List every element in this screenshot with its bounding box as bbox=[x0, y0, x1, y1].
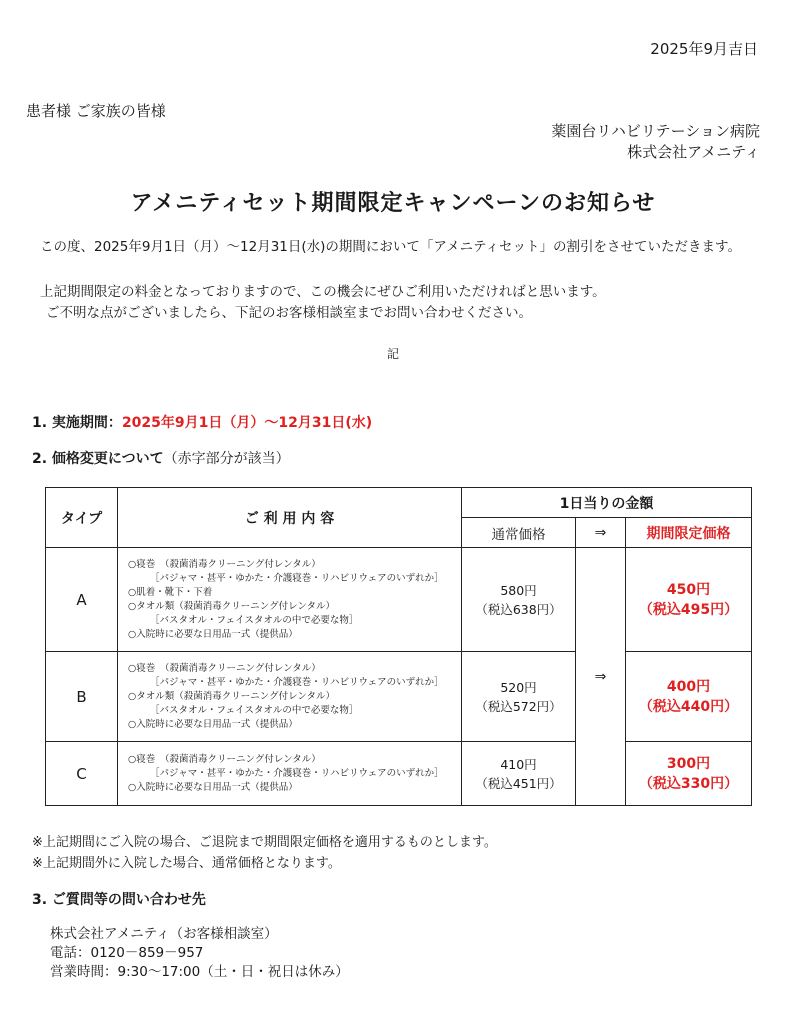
notes bbox=[32, 832, 497, 874]
section-price-note: （赤字部分が該当） bbox=[163, 451, 290, 467]
regular-price: 580円 bbox=[500, 582, 537, 598]
price-arrow: ⇒ bbox=[576, 548, 626, 806]
sale-price-tax: （税込330円） bbox=[638, 775, 739, 792]
body-paragraph-1: 上記期間限定の料金となっておりますので、この機会にぜひご利用いただければと思います。 bbox=[40, 284, 606, 300]
row-content bbox=[118, 652, 462, 742]
table-row bbox=[46, 548, 752, 652]
regular-price: 520円 bbox=[500, 679, 537, 695]
row-type: B bbox=[46, 652, 118, 742]
sale-price: 400円 bbox=[666, 678, 711, 695]
content-line: ○入院時に必要な日用品一式（提供品） bbox=[128, 718, 298, 730]
table-row bbox=[46, 742, 752, 806]
contact-company: 株式会社アメニティ（お客様相談室） bbox=[50, 926, 278, 942]
content-line: ○タオル類（殺菌消毒クリーニング付レンタル） bbox=[128, 690, 335, 702]
row-content bbox=[118, 742, 462, 806]
row-regular-price bbox=[462, 652, 576, 742]
document-date: 2025年9月吉日 bbox=[650, 40, 758, 58]
content-line: ○寝巻 （殺菌消毒クリーニング付レンタル） bbox=[128, 558, 321, 570]
content-line: ［バスタオル・フェイスタオルの中で必要な物］ bbox=[150, 704, 359, 716]
content-line: ［パジャマ・甚平・ゆかた・介護寝巻・リハビリウェアのいずれか］ bbox=[150, 676, 444, 688]
row-sale-price bbox=[626, 548, 752, 652]
header-daily-amount: 1日当りの金額 bbox=[462, 488, 752, 518]
row-sale-price bbox=[626, 742, 752, 806]
content-line: ○肌着・靴下・下着 bbox=[128, 586, 213, 598]
sale-price-tax: （税込495円） bbox=[638, 601, 739, 618]
content-line: ［パジャマ・甚平・ゆかた・介護寝巻・リハビリウェアのいずれか］ bbox=[150, 572, 444, 584]
document-title: アメニティセット期間限定キャンペーンのお知らせ bbox=[130, 191, 656, 216]
content-line: ○寝巻 （殺菌消毒クリーニング付レンタル） bbox=[128, 662, 321, 674]
section-period-label: 1. 実施期間： bbox=[32, 415, 122, 431]
body-paragraph-2: ご不明な点がございましたら、下記のお客様相談室までお問い合わせください。 bbox=[46, 305, 532, 321]
regular-price-tax: （税込572円） bbox=[475, 698, 562, 714]
header-regular-price: 通常価格 bbox=[462, 518, 576, 548]
row-type: C bbox=[46, 742, 118, 806]
note-1: ※上記期間にご入院の場合、ご退院まで期間限定価格を適用するものとします。 bbox=[32, 835, 497, 850]
intro-paragraph: この度、2025年9月1日（月）～12月31日(水)の期間において「アメニティセット」の割引をさせていただきます。 bbox=[40, 239, 741, 255]
addressee: 患者様 ご家族の皆様 bbox=[26, 102, 166, 120]
row-regular-price bbox=[462, 548, 576, 652]
row-sale-price bbox=[626, 652, 752, 742]
row-content bbox=[118, 548, 462, 652]
sale-price-tax: （税込440円） bbox=[638, 698, 739, 715]
contact-block bbox=[50, 925, 349, 982]
issuer-hospital: 薬園台リハビリテーション病院 bbox=[551, 122, 760, 140]
header-limited-price: 期間限定価格 bbox=[626, 518, 752, 548]
contact-phone: 電話：0120－859－957 bbox=[50, 945, 204, 961]
row-regular-price bbox=[462, 742, 576, 806]
contact-hours: 営業時間：9:30～17:00（土・日・祝日は休み） bbox=[50, 964, 349, 980]
issuer-block bbox=[551, 121, 760, 163]
issuer-company: 株式会社アメニティ bbox=[627, 143, 760, 161]
row-type: A bbox=[46, 548, 118, 652]
regular-price-tax: （税込451円） bbox=[475, 775, 562, 791]
header-type: タイプ bbox=[46, 488, 118, 548]
price-table bbox=[45, 487, 752, 806]
sale-price: 300円 bbox=[666, 755, 711, 772]
section-price-label: 2. 価格変更について bbox=[32, 451, 164, 467]
header-content: ご 利 用 内 容 bbox=[118, 488, 462, 548]
content-line: ○タオル類（殺菌消毒クリーニング付レンタル） bbox=[128, 600, 335, 612]
content-line: ［パジャマ・甚平・ゆかた・介護寝巻・リハビリウェアのいずれか］ bbox=[150, 767, 444, 779]
sale-price: 450円 bbox=[666, 581, 711, 598]
section-period-value: 2025年9月1日（月）～12月31日(水) bbox=[121, 415, 373, 431]
header-arrow: ⇒ bbox=[576, 518, 626, 548]
content-line: ○入院時に必要な日用品一式（提供品） bbox=[128, 628, 298, 640]
ki-marker: 記 bbox=[386, 347, 399, 361]
content-line: ○寝巻 （殺菌消毒クリーニング付レンタル） bbox=[128, 753, 321, 765]
content-line: ［バスタオル・フェイスタオルの中で必要な物］ bbox=[150, 614, 359, 626]
content-line: ○入院時に必要な日用品一式（提供品） bbox=[128, 781, 298, 793]
section-price-change bbox=[32, 448, 290, 468]
table-row bbox=[46, 652, 752, 742]
note-2: ※上記期間外に入院した場合、通常価格となります。 bbox=[32, 856, 341, 871]
regular-price: 410円 bbox=[500, 756, 537, 772]
regular-price-tax: （税込638円） bbox=[475, 601, 562, 617]
section-period bbox=[32, 412, 372, 432]
section-contact: 3. ご質問等の問い合わせ先 bbox=[32, 892, 206, 908]
